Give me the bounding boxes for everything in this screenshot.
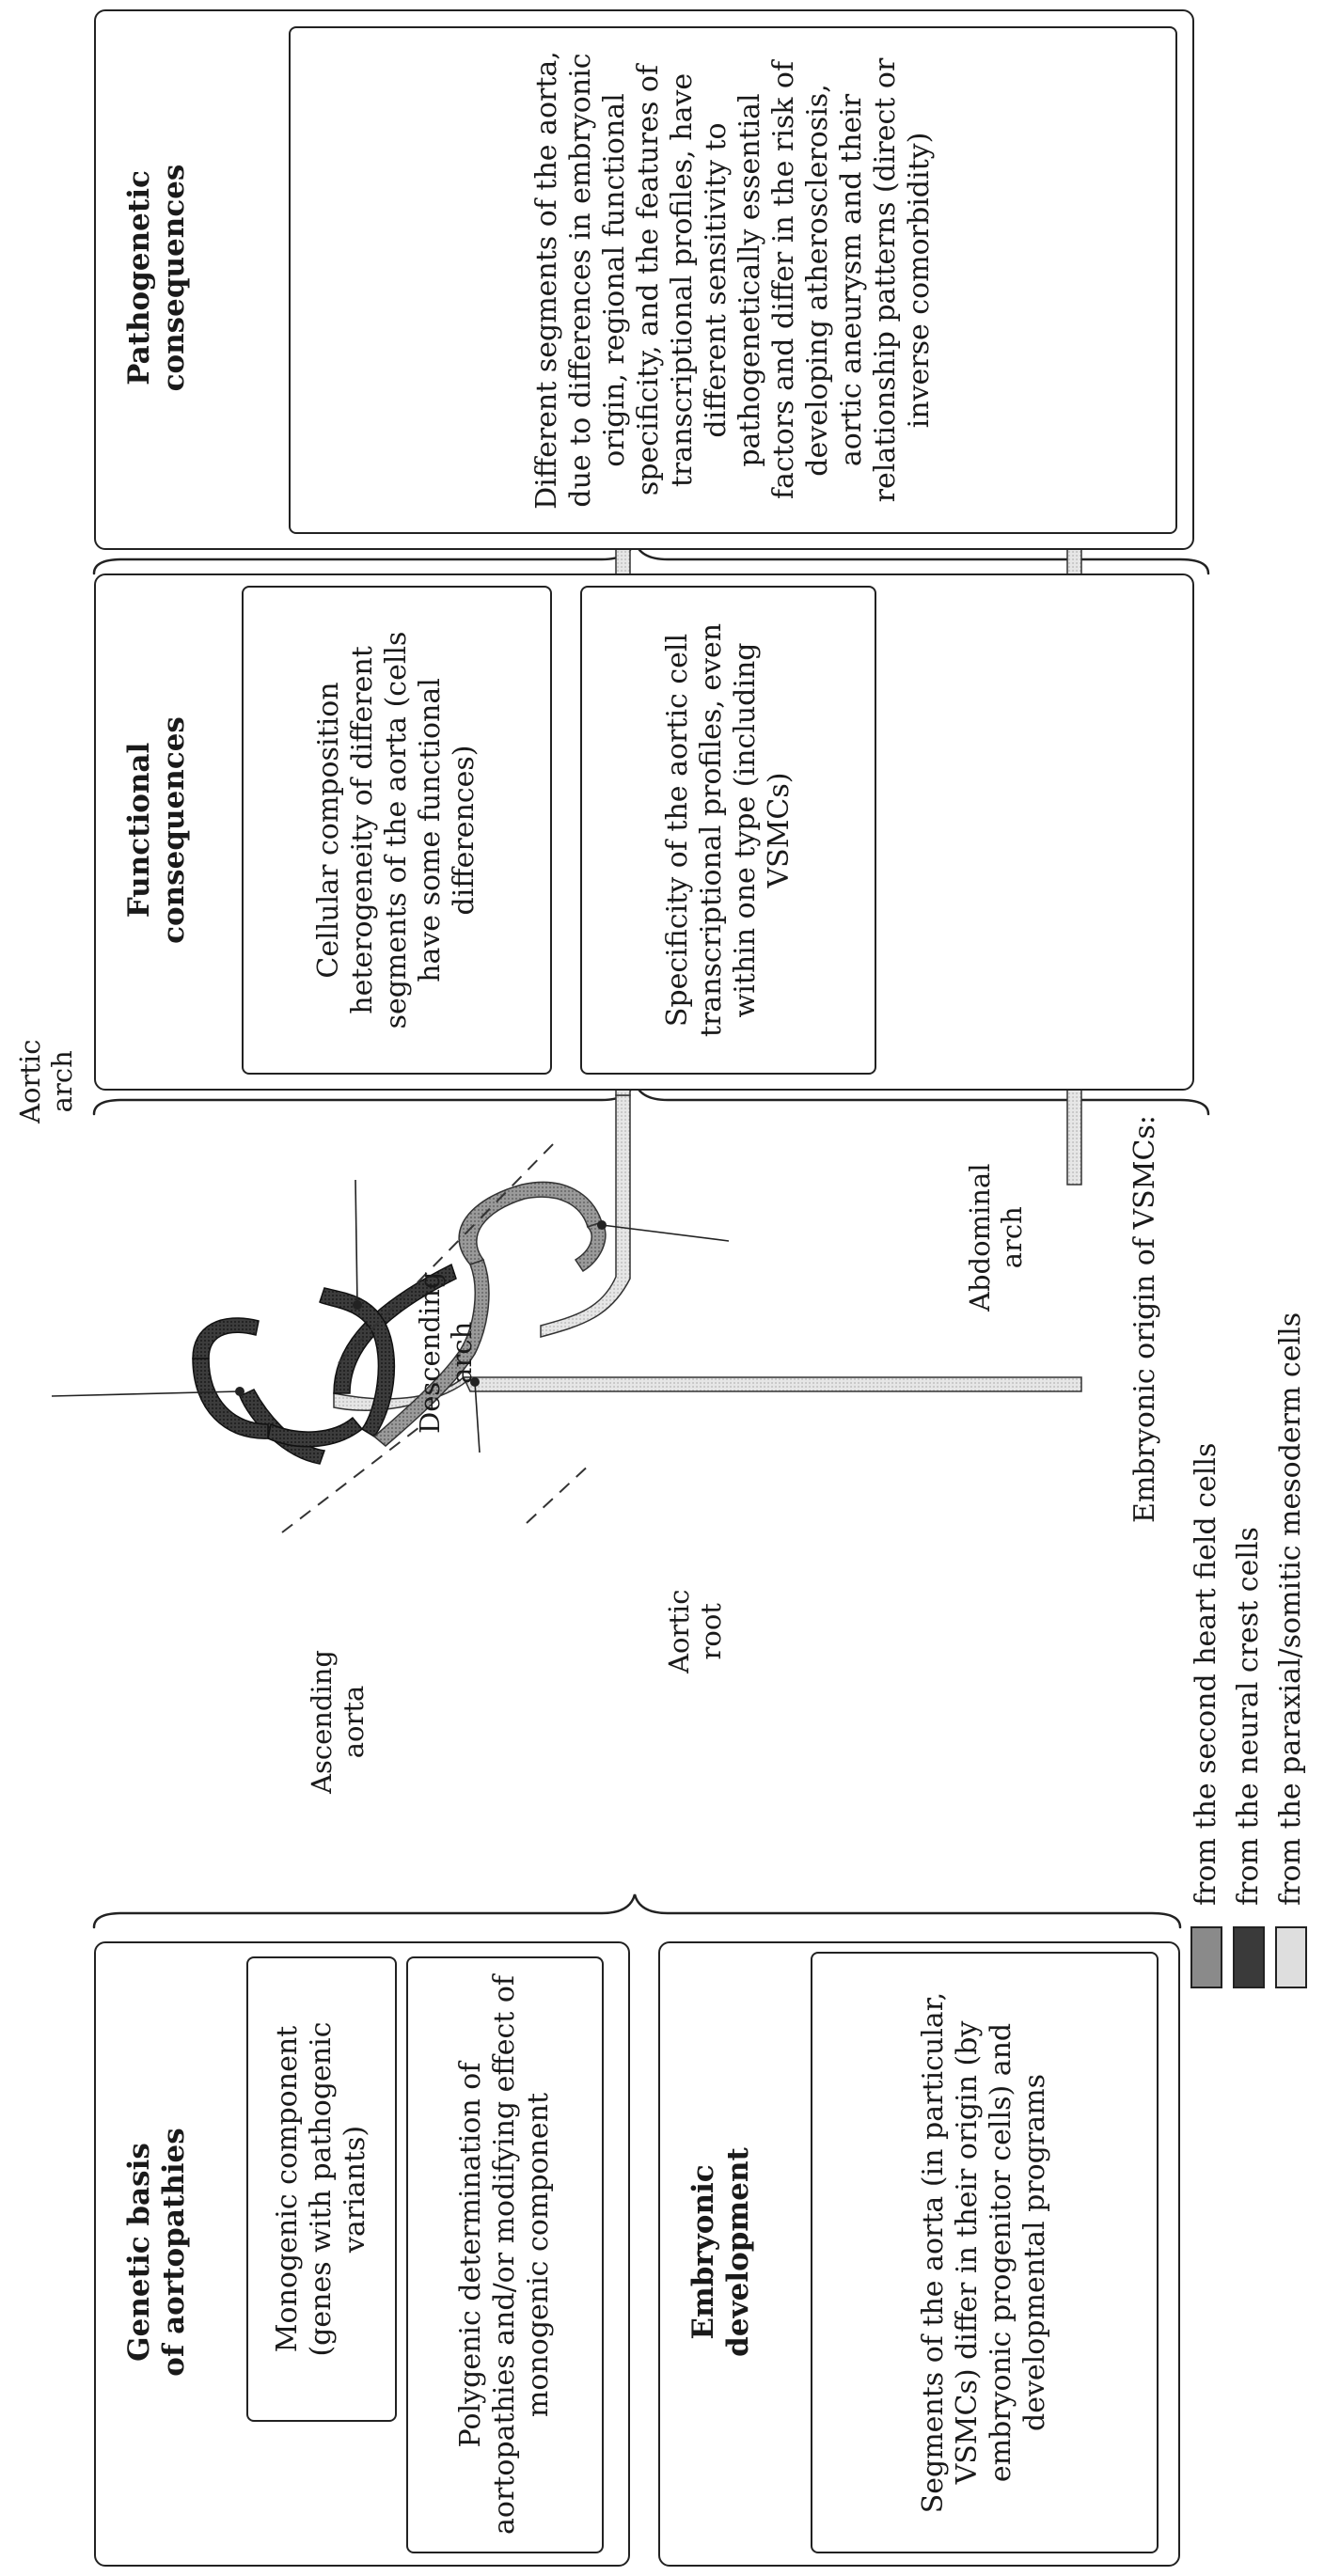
legend-swatch-paraxial-mesoderm bbox=[1275, 1926, 1307, 1988]
aortic-root-label bbox=[663, 1590, 727, 1673]
aortic-arch-label-line1: Aortic bbox=[14, 1039, 46, 1123]
aortic-root-label-line2: root bbox=[695, 1603, 728, 1660]
aortic-arch-dot bbox=[235, 1387, 244, 1396]
pathogenetic-consequences-title bbox=[122, 8, 191, 548]
ascending-aorta-leader bbox=[355, 1180, 357, 1305]
aortic-root-loop bbox=[459, 1182, 602, 1264]
pathogenetic-consequences-box bbox=[289, 26, 1177, 534]
boundary-arch-descending bbox=[527, 1462, 592, 1523]
embryonic-development-title-line1: Embryonic bbox=[686, 2164, 720, 2340]
descending-arch-label-line2: arch bbox=[446, 1321, 479, 1384]
abdominal-arch-label-line2: arch bbox=[996, 1206, 1029, 1269]
functional-consequences-title-line2: consequences bbox=[156, 716, 191, 944]
cellular-heterogeneity-box bbox=[242, 586, 552, 1075]
abdominal-arch-label bbox=[964, 1163, 1028, 1312]
abdominal-arch-label-line1: Abdominal bbox=[964, 1163, 996, 1312]
aortic-root-dot bbox=[597, 1220, 607, 1230]
legend-item-neural-crest bbox=[1232, 1527, 1265, 1988]
pathogenetic-consequences-text: Different segments of the aorta, due to differences in embryonic origin, regional functional specificity, and the features of transcriptional profiles, have different sensitivity to pathogenetically essential factors and differ in the risk of developing atherosclerosis, aortic aneurysm and their relationship patterns (direct or inverse comorbidity) bbox=[529, 51, 936, 510]
legend-title: Embryonic origin of VSMCs: bbox=[1128, 1115, 1161, 1523]
ascending-aorta-label-line2: aorta bbox=[338, 1685, 370, 1759]
aortic-arch-label bbox=[14, 1040, 78, 1123]
ascending-aorta-label bbox=[306, 1650, 370, 1794]
ascending-aorta-dot bbox=[353, 1300, 362, 1310]
embryonic-origin-legend bbox=[1128, 954, 1326, 1988]
pathogenetic-consequences-title-line1: Pathogenetic bbox=[122, 170, 156, 385]
functional-consequences-panel bbox=[94, 573, 1194, 1091]
functional-consequences-title-line1: Functional bbox=[122, 742, 156, 919]
pathogenetic-consequences-title-line2: consequences bbox=[156, 164, 191, 392]
descending-arch-label bbox=[414, 1272, 478, 1434]
legend-swatch-second-heart-field bbox=[1190, 1926, 1222, 1988]
legend-item-paraxial-mesoderm bbox=[1274, 1312, 1307, 1988]
polygenic-determination-text: Polygenic determination of aortopathies and/or modifying effect of monogenic component bbox=[454, 1974, 555, 2535]
ascending-aorta-label-line1: Ascending bbox=[306, 1650, 338, 1794]
functional-consequences-title bbox=[122, 572, 191, 1089]
embryonic-development-title-line2: development bbox=[720, 2147, 755, 2357]
genetic-basis-title-line1: Genetic basis bbox=[122, 2143, 156, 2362]
carotid-branch bbox=[193, 1318, 259, 1359]
legend-item-second-heart-field bbox=[1190, 1443, 1222, 1988]
legend-label-paraxial-mesoderm: from the paraxial/somitic mesoderm cells bbox=[1274, 1312, 1307, 1906]
left-curly-brace bbox=[94, 1894, 1180, 1927]
pathogenetic-consequences-panel bbox=[94, 9, 1194, 550]
aortic-root-label-line1: Aortic bbox=[663, 1589, 695, 1673]
transcriptional-profiles-box bbox=[580, 586, 876, 1075]
legend-label-neural-crest: from the neural crest cells bbox=[1232, 1527, 1265, 1906]
transcriptional-profiles-text: Specificity of the aortic cell transcriptional profiles, even within one type (including VSMCs) bbox=[660, 622, 796, 1038]
cellular-heterogeneity-text: Cellular composition heterogeneity of different segments of the aorta (cells have some functional differences) bbox=[312, 631, 481, 1029]
aortic-arch-label-line2: arch bbox=[46, 1050, 79, 1113]
legend-swatch-neural-crest bbox=[1233, 1926, 1265, 1988]
descending-arch-label-line1: Descending bbox=[414, 1271, 446, 1434]
aortic-arch-curve bbox=[268, 1418, 362, 1447]
legend-label-second-heart-field: from the second heart field cells bbox=[1190, 1442, 1222, 1906]
embryonic-development-text: Segments of the aorta (in particular, VSMCs) differ in their origin (by embryonic progenitor cells) and developmental programs bbox=[917, 1991, 1051, 2514]
genetic-basis-title-line2: of aortopathies bbox=[156, 2128, 191, 2377]
monogenic-component-text: Monogenic component (genes with pathogenic variants) bbox=[271, 2021, 371, 2357]
descending-aorta-outer-straight bbox=[464, 1377, 1081, 1391]
